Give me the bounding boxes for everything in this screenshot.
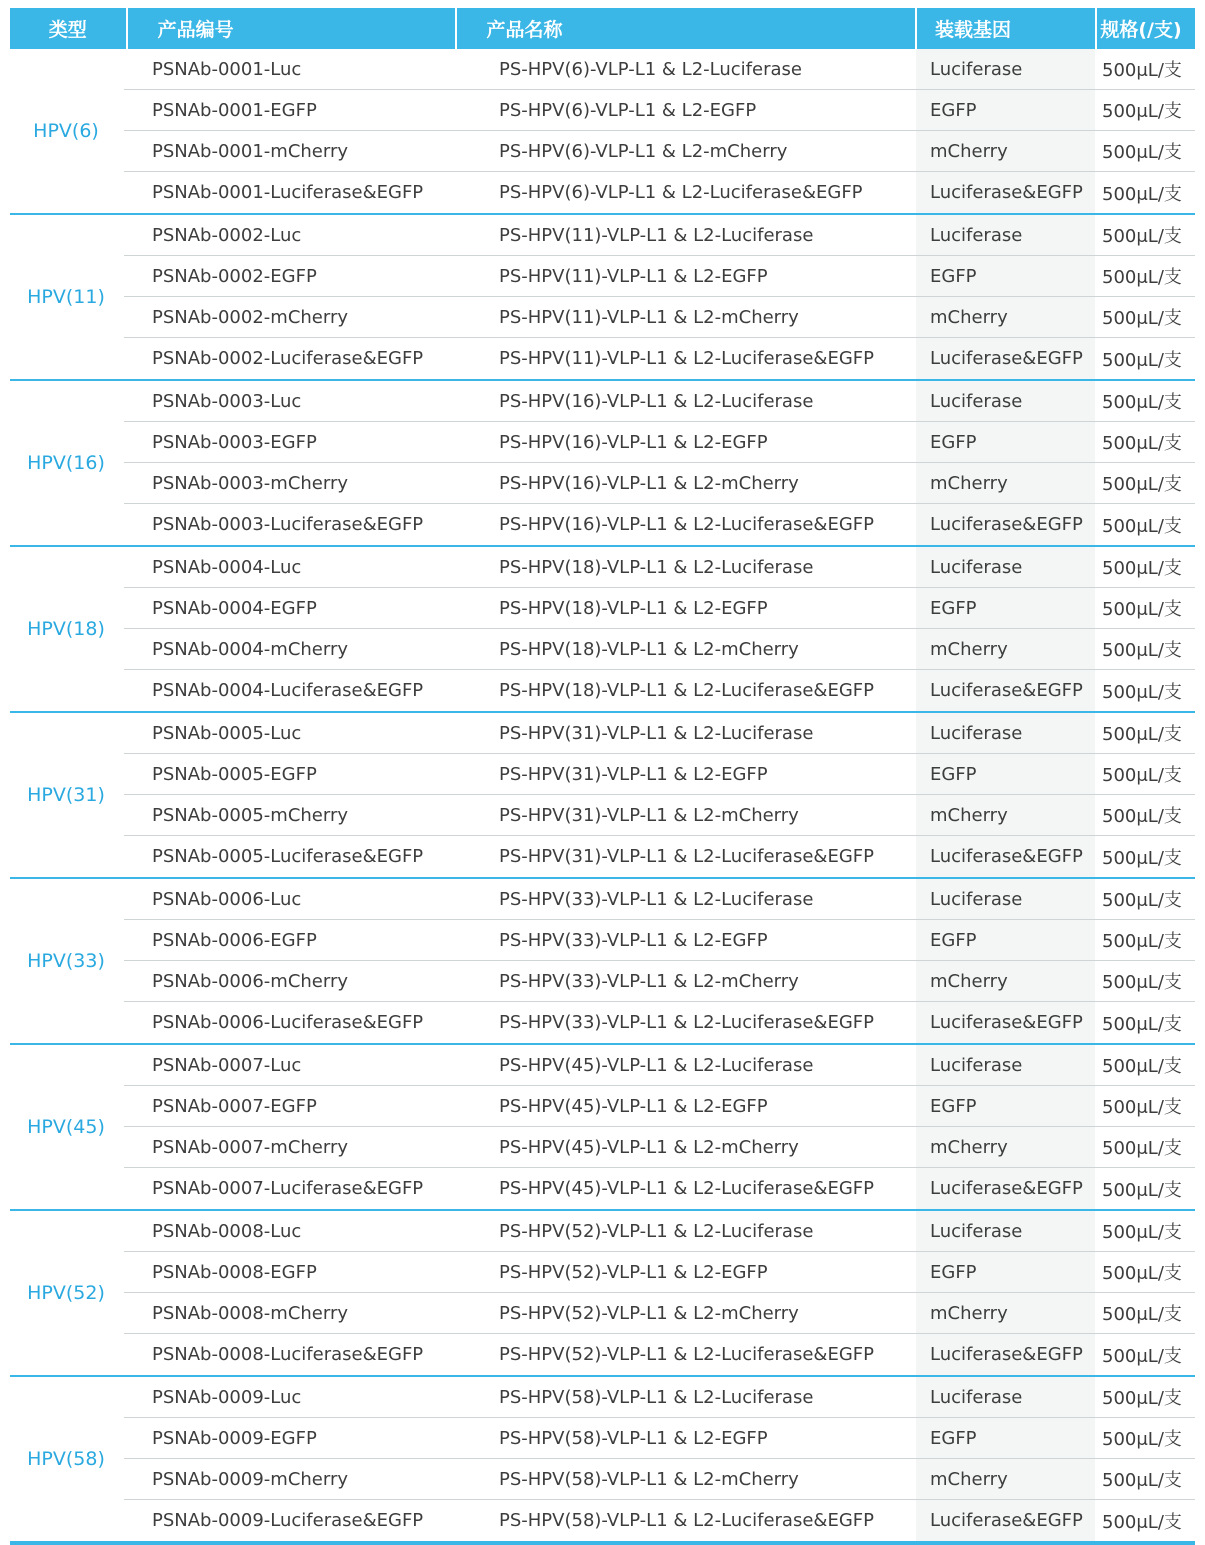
code-cell: PSNAb-0004-Luciferase&EGFP xyxy=(152,680,424,701)
table-header xyxy=(10,8,1195,49)
table-row xyxy=(124,670,1195,711)
header-gene: 装载基因 xyxy=(917,8,1095,49)
header-code: 产品编号 xyxy=(128,8,455,49)
gene-cell: mCherry xyxy=(916,1459,1095,1499)
table-row xyxy=(124,1086,1195,1127)
table-row xyxy=(124,381,1195,422)
name-cell: PS-HPV(6)-VLP-L1 & L2-Luciferase&EGFP xyxy=(499,182,863,203)
name-cell: PS-HPV(31)-VLP-L1 & L2-EGFP xyxy=(499,763,768,785)
spec-cell: 500μL/支 xyxy=(1102,1013,1182,1035)
table-row xyxy=(124,338,1195,379)
table-group xyxy=(10,381,1195,547)
code-cell: PSNAb-0009-Luciferase&EGFP xyxy=(152,1510,424,1531)
spec-cell: 500μL/支 xyxy=(1102,183,1182,205)
gene-cell: EGFP xyxy=(916,1418,1095,1458)
gene-cell: EGFP xyxy=(916,256,1095,296)
table-row xyxy=(124,961,1195,1002)
code-cell: PSNAb-0001-Luciferase&EGFP xyxy=(152,182,424,203)
spec-cell: 500μL/支 xyxy=(1102,1429,1182,1450)
spec-cell: 500μL/支 xyxy=(1102,226,1182,247)
type-cell: HPV(31) xyxy=(10,713,122,877)
name-cell: PS-HPV(18)-VLP-L1 & L2-Luciferase xyxy=(499,556,814,578)
spec-cell: 500μL/支 xyxy=(1102,101,1182,122)
gene-cell: EGFP xyxy=(916,90,1095,130)
code-cell: PSNAb-0004-Luc xyxy=(152,556,302,578)
spec-cell: 500μL/支 xyxy=(1102,267,1182,288)
table-row xyxy=(124,90,1195,131)
name-cell: PS-HPV(31)-VLP-L1 & L2-mCherry xyxy=(499,804,799,826)
name-cell: PS-HPV(58)-VLP-L1 & L2-EGFP xyxy=(499,1427,768,1449)
code-cell: PSNAb-0008-Luc xyxy=(152,1220,302,1242)
name-cell: PS-HPV(6)-VLP-L1 & L2-EGFP xyxy=(499,99,757,121)
spec-cell: 500μL/支 xyxy=(1102,1263,1182,1284)
type-cell: HPV(58) xyxy=(10,1377,122,1541)
spec-cell: 500μL/支 xyxy=(1102,1511,1182,1533)
gene-cell: Luciferase&EGFP xyxy=(916,1168,1095,1209)
name-cell: PS-HPV(45)-VLP-L1 & L2-Luciferase xyxy=(499,1054,814,1076)
spec-cell: 500μL/支 xyxy=(1102,349,1182,371)
table-row xyxy=(124,1127,1195,1168)
table-row xyxy=(124,297,1195,338)
name-cell: PS-HPV(11)-VLP-L1 & L2-Luciferase xyxy=(499,224,814,246)
name-cell: PS-HPV(18)-VLP-L1 & L2-EGFP xyxy=(499,597,768,619)
name-cell: PS-HPV(52)-VLP-L1 & L2-Luciferase xyxy=(499,1220,814,1242)
spec-cell: 500μL/支 xyxy=(1102,392,1182,413)
table-group xyxy=(10,879,1195,1045)
spec-cell: 500μL/支 xyxy=(1102,515,1182,537)
gene-cell: Luciferase xyxy=(916,547,1095,587)
name-cell: PS-HPV(45)-VLP-L1 & L2-Luciferase&EGFP xyxy=(499,1178,874,1199)
code-cell: PSNAb-0004-EGFP xyxy=(152,597,317,619)
gene-cell: EGFP xyxy=(916,422,1095,462)
table-bottom-rule xyxy=(10,1541,1195,1545)
code-cell: PSNAb-0003-EGFP xyxy=(152,431,317,453)
spec-cell: 500μL/支 xyxy=(1102,1470,1182,1491)
name-cell: PS-HPV(16)-VLP-L1 & L2-mCherry xyxy=(499,472,799,494)
code-cell: PSNAb-0006-EGFP xyxy=(152,929,317,951)
table-row xyxy=(124,547,1195,588)
spec-cell: 500μL/支 xyxy=(1102,1179,1182,1201)
table-row xyxy=(124,836,1195,877)
table-row xyxy=(124,920,1195,961)
spec-cell: 500μL/支 xyxy=(1102,640,1182,661)
name-cell: PS-HPV(31)-VLP-L1 & L2-Luciferase&EGFP xyxy=(499,846,874,867)
table-row xyxy=(124,463,1195,504)
code-cell: PSNAb-0009-mCherry xyxy=(152,1468,349,1490)
code-cell: PSNAb-0005-Luciferase&EGFP xyxy=(152,846,424,867)
table-row xyxy=(124,754,1195,795)
code-cell: PSNAb-0004-mCherry xyxy=(152,638,349,660)
spec-cell: 500μL/支 xyxy=(1102,60,1182,81)
table-group xyxy=(10,49,1195,215)
code-cell: PSNAb-0006-Luciferase&EGFP xyxy=(152,1012,424,1033)
table-row xyxy=(124,629,1195,670)
spec-cell: 500μL/支 xyxy=(1102,1056,1182,1077)
table-body xyxy=(10,49,1195,1541)
table-row xyxy=(124,131,1195,172)
gene-cell: Luciferase&EGFP xyxy=(916,1334,1095,1375)
gene-cell: mCherry xyxy=(916,961,1095,1001)
name-cell: PS-HPV(58)-VLP-L1 & L2-mCherry xyxy=(499,1468,799,1490)
spec-cell: 500μL/支 xyxy=(1102,308,1182,329)
gene-cell: Luciferase&EGFP xyxy=(916,338,1095,379)
name-cell: PS-HPV(18)-VLP-L1 & L2-mCherry xyxy=(499,638,799,660)
code-cell: PSNAb-0008-EGFP xyxy=(152,1261,317,1283)
header-type: 类型 xyxy=(10,8,126,49)
code-cell: PSNAb-0007-Luc xyxy=(152,1054,302,1076)
product-table xyxy=(10,8,1195,1541)
code-cell: PSNAb-0005-EGFP xyxy=(152,763,317,785)
name-cell: PS-HPV(18)-VLP-L1 & L2-Luciferase&EGFP xyxy=(499,680,874,701)
spec-cell: 500μL/支 xyxy=(1102,724,1182,745)
header-spec: 规格(/支) xyxy=(1097,8,1195,49)
code-cell: PSNAb-0002-Luc xyxy=(152,224,302,246)
code-cell: PSNAb-0007-mCherry xyxy=(152,1136,349,1158)
table-row xyxy=(124,879,1195,920)
table-row xyxy=(124,172,1195,213)
spec-cell: 500μL/支 xyxy=(1102,1097,1182,1118)
code-cell: PSNAb-0005-mCherry xyxy=(152,804,349,826)
name-cell: PS-HPV(16)-VLP-L1 & L2-EGFP xyxy=(499,431,768,453)
table-row xyxy=(124,795,1195,836)
table-row xyxy=(124,1252,1195,1293)
table-row xyxy=(124,49,1195,90)
type-cell: HPV(11) xyxy=(10,215,122,379)
code-cell: PSNAb-0007-EGFP xyxy=(152,1095,317,1117)
code-cell: PSNAb-0002-mCherry xyxy=(152,306,349,328)
gene-cell: Luciferase xyxy=(916,713,1095,753)
code-cell: PSNAb-0005-Luc xyxy=(152,722,302,744)
name-cell: PS-HPV(58)-VLP-L1 & L2-Luciferase&EGFP xyxy=(499,1510,874,1531)
type-cell: HPV(18) xyxy=(10,547,122,711)
table-group xyxy=(10,1377,1195,1541)
table-row xyxy=(124,1459,1195,1500)
gene-cell: Luciferase&EGFP xyxy=(916,836,1095,877)
code-cell: PSNAb-0001-Luc xyxy=(152,58,302,80)
spec-cell: 500μL/支 xyxy=(1102,1222,1182,1243)
code-cell: PSNAb-0003-mCherry xyxy=(152,472,349,494)
table-row xyxy=(124,1500,1195,1541)
table-row xyxy=(124,215,1195,256)
code-cell: PSNAb-0002-EGFP xyxy=(152,265,317,287)
name-cell: PS-HPV(33)-VLP-L1 & L2-mCherry xyxy=(499,970,799,992)
table-row xyxy=(124,1168,1195,1209)
code-cell: PSNAb-0001-EGFP xyxy=(152,99,317,121)
gene-cell: mCherry xyxy=(916,629,1095,669)
spec-cell: 500μL/支 xyxy=(1102,931,1182,952)
type-cell: HPV(45) xyxy=(10,1045,122,1209)
code-cell: PSNAb-0008-Luciferase&EGFP xyxy=(152,1344,424,1365)
gene-cell: Luciferase xyxy=(916,49,1095,89)
table-row xyxy=(124,422,1195,463)
type-cell: HPV(52) xyxy=(10,1211,122,1375)
code-cell: PSNAb-0003-Luc xyxy=(152,390,302,412)
name-cell: PS-HPV(45)-VLP-L1 & L2-mCherry xyxy=(499,1136,799,1158)
table-group xyxy=(10,1211,1195,1377)
gene-cell: mCherry xyxy=(916,297,1095,337)
code-cell: PSNAb-0003-Luciferase&EGFP xyxy=(152,514,424,535)
gene-cell: EGFP xyxy=(916,588,1095,628)
gene-cell: Luciferase xyxy=(916,879,1095,919)
name-cell: PS-HPV(16)-VLP-L1 & L2-Luciferase xyxy=(499,390,814,412)
table-row xyxy=(124,588,1195,629)
name-cell: PS-HPV(52)-VLP-L1 & L2-EGFP xyxy=(499,1261,768,1283)
spec-cell: 500μL/支 xyxy=(1102,1304,1182,1325)
code-cell: PSNAb-0006-mCherry xyxy=(152,970,349,992)
table-row xyxy=(124,1293,1195,1334)
spec-cell: 500μL/支 xyxy=(1102,1345,1182,1367)
gene-cell: mCherry xyxy=(916,1293,1095,1333)
code-cell: PSNAb-0009-Luc xyxy=(152,1386,302,1408)
gene-cell: EGFP xyxy=(916,1252,1095,1292)
table-row xyxy=(124,1418,1195,1459)
name-cell: PS-HPV(33)-VLP-L1 & L2-Luciferase&EGFP xyxy=(499,1012,874,1033)
spec-cell: 500μL/支 xyxy=(1102,142,1182,163)
gene-cell: Luciferase xyxy=(916,215,1095,255)
name-cell: PS-HPV(11)-VLP-L1 & L2-Luciferase&EGFP xyxy=(499,348,874,369)
table-row xyxy=(124,1334,1195,1375)
gene-cell: EGFP xyxy=(916,754,1095,794)
name-cell: PS-HPV(31)-VLP-L1 & L2-Luciferase xyxy=(499,722,814,744)
name-cell: PS-HPV(52)-VLP-L1 & L2-mCherry xyxy=(499,1302,799,1324)
gene-cell: Luciferase&EGFP xyxy=(916,1002,1095,1043)
spec-cell: 500μL/支 xyxy=(1102,558,1182,579)
gene-cell: mCherry xyxy=(916,131,1095,171)
name-cell: PS-HPV(11)-VLP-L1 & L2-mCherry xyxy=(499,306,799,328)
gene-cell: Luciferase xyxy=(916,1045,1095,1085)
gene-cell: mCherry xyxy=(916,1127,1095,1167)
gene-cell: EGFP xyxy=(916,1086,1095,1126)
gene-cell: Luciferase&EGFP xyxy=(916,1500,1095,1541)
table-row xyxy=(124,713,1195,754)
name-cell: PS-HPV(6)-VLP-L1 & L2-mCherry xyxy=(499,140,788,162)
name-cell: PS-HPV(11)-VLP-L1 & L2-EGFP xyxy=(499,265,768,287)
gene-cell: mCherry xyxy=(916,463,1095,503)
code-cell: PSNAb-0008-mCherry xyxy=(152,1302,349,1324)
table-row xyxy=(124,1211,1195,1252)
name-cell: PS-HPV(16)-VLP-L1 & L2-Luciferase&EGFP xyxy=(499,514,874,535)
name-cell: PS-HPV(52)-VLP-L1 & L2-Luciferase&EGFP xyxy=(499,1344,874,1365)
gene-cell: Luciferase&EGFP xyxy=(916,504,1095,545)
spec-cell: 500μL/支 xyxy=(1102,972,1182,993)
name-cell: PS-HPV(33)-VLP-L1 & L2-EGFP xyxy=(499,929,768,951)
table-row xyxy=(124,1377,1195,1418)
table-group xyxy=(10,547,1195,713)
table-group xyxy=(10,1045,1195,1211)
gene-cell: Luciferase xyxy=(916,1211,1095,1251)
name-cell: PS-HPV(33)-VLP-L1 & L2-Luciferase xyxy=(499,888,814,910)
spec-cell: 500μL/支 xyxy=(1102,806,1182,827)
type-cell: HPV(6) xyxy=(10,49,122,213)
spec-cell: 500μL/支 xyxy=(1102,890,1182,911)
gene-cell: Luciferase xyxy=(916,1377,1095,1417)
spec-cell: 500μL/支 xyxy=(1102,433,1182,454)
code-cell: PSNAb-0002-Luciferase&EGFP xyxy=(152,348,424,369)
table-row xyxy=(124,1045,1195,1086)
type-cell: HPV(33) xyxy=(10,879,122,1043)
spec-cell: 500μL/支 xyxy=(1102,599,1182,620)
code-cell: PSNAb-0007-Luciferase&EGFP xyxy=(152,1178,424,1199)
gene-cell: Luciferase xyxy=(916,381,1095,421)
name-cell: PS-HPV(58)-VLP-L1 & L2-Luciferase xyxy=(499,1386,814,1408)
table-group xyxy=(10,713,1195,879)
code-cell: PSNAb-0006-Luc xyxy=(152,888,302,910)
spec-cell: 500μL/支 xyxy=(1102,847,1182,869)
gene-cell: Luciferase&EGFP xyxy=(916,172,1095,213)
table-group xyxy=(10,215,1195,381)
name-cell: PS-HPV(45)-VLP-L1 & L2-EGFP xyxy=(499,1095,768,1117)
table-row xyxy=(124,256,1195,297)
gene-cell: Luciferase&EGFP xyxy=(916,670,1095,711)
gene-cell: EGFP xyxy=(916,920,1095,960)
type-cell: HPV(16) xyxy=(10,381,122,545)
spec-cell: 500μL/支 xyxy=(1102,474,1182,495)
spec-cell: 500μL/支 xyxy=(1102,1138,1182,1159)
gene-cell: mCherry xyxy=(916,795,1095,835)
table-row xyxy=(124,504,1195,545)
code-cell: PSNAb-0001-mCherry xyxy=(152,140,349,162)
code-cell: PSNAb-0009-EGFP xyxy=(152,1427,317,1449)
table-row xyxy=(124,1002,1195,1043)
spec-cell: 500μL/支 xyxy=(1102,765,1182,786)
spec-cell: 500μL/支 xyxy=(1102,1388,1182,1409)
spec-cell: 500μL/支 xyxy=(1102,681,1182,703)
header-name: 产品名称 xyxy=(457,8,915,49)
name-cell: PS-HPV(6)-VLP-L1 & L2-Luciferase xyxy=(499,58,802,80)
